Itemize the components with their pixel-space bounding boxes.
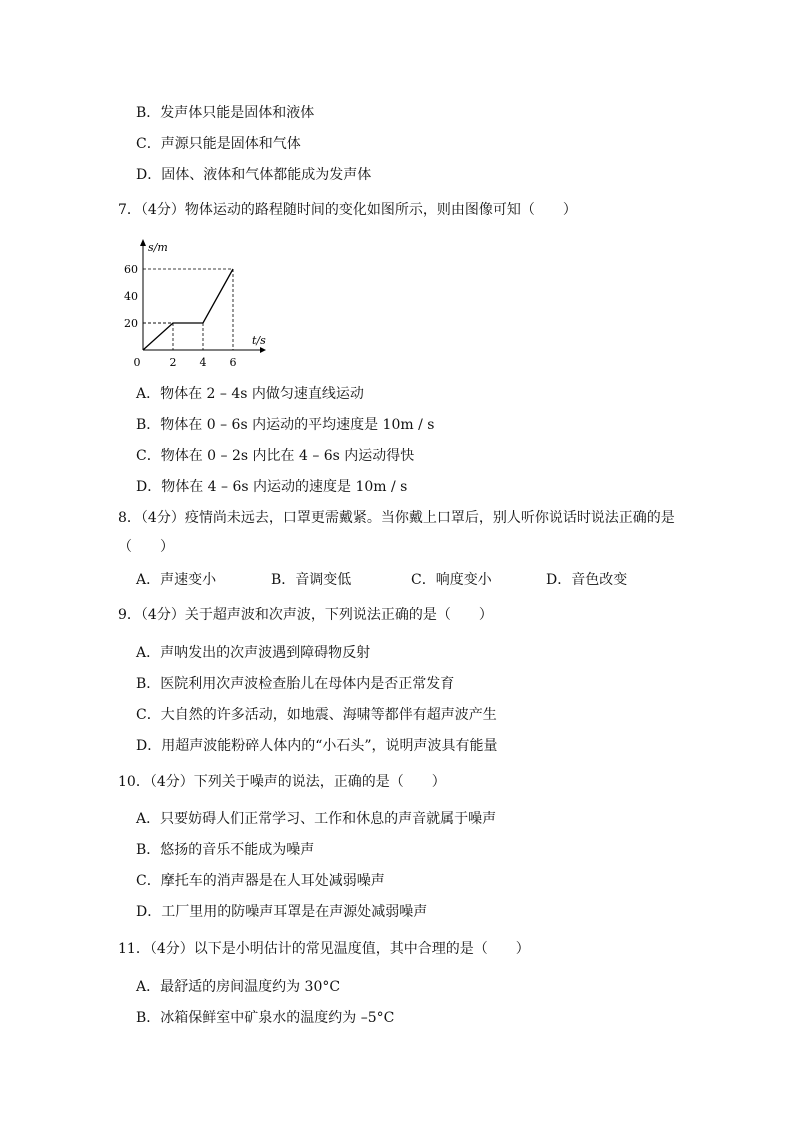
q9-option-d: D．用超声波能粉碎人体内的“小石头”，说明声波具有能量: [136, 738, 498, 754]
q9-stem: 9．（4分）关于超声波和次声波，下列说法正确的是（ ）: [118, 607, 493, 623]
x-axis-label: t/s: [252, 334, 266, 347]
q7-option-a: A．物体在 2 – 4s 内做匀速直线运动: [136, 386, 364, 402]
q7-stem: 7．（4分）物体运动的路程随时间的变化如图所示，则由图像可知（ ）: [118, 202, 577, 218]
q8-option-d: D．音色改变: [546, 572, 628, 588]
q8-option-a: A．声速变小: [136, 572, 217, 588]
x-tick-label: 4: [199, 356, 207, 369]
q7-option-d: D．物体在 4 – 6s 内运动的速度是 10m / s: [136, 479, 408, 495]
chart-area: [124, 239, 266, 369]
y-tick-label: 40: [124, 290, 138, 303]
q7-graph: [118, 236, 268, 370]
x-tick-label: 6: [229, 356, 237, 369]
y-axis-label: s/m: [148, 241, 168, 254]
q11-option-b: B．冰箱保鲜室中矿泉水的温度约为 –5°C: [136, 1010, 395, 1026]
q8-option-b: B．音调变低: [271, 572, 352, 588]
q9-option-b: B．医院利用次声波检查胎儿在母体内是否正常发育: [136, 676, 455, 692]
q7-option-b: B．物体在 0 – 6s 内运动的平均速度是 10m / s: [136, 417, 435, 433]
x-tick-label: 0: [133, 356, 141, 369]
q6-option-b: B．发声体只能是固体和液体: [136, 105, 315, 121]
q10-option-a: A．只要妨碍人们正常学习、工作和休息的声音就属于噪声: [136, 811, 497, 827]
q7-option-c: C．物体在 0 – 2s 内比在 4 – 6s 内运动得快: [136, 448, 415, 464]
x-tick-label: 2: [169, 356, 177, 369]
q6-option-d: D．固体、液体和气体都能成为发声体: [136, 167, 372, 183]
y-tick-label: 20: [124, 317, 138, 330]
q6-option-c: C．声源只能是固体和气体: [136, 136, 301, 152]
q11-option-a: A．最舒适的房间温度约为 30°C: [136, 979, 341, 995]
q9-option-a: A．声呐发出的次声波遇到障碍物反射: [136, 645, 371, 661]
x-axis-arrow: [260, 347, 266, 353]
q10-option-b: B．悠扬的音乐不能成为噪声: [136, 842, 315, 858]
q10-stem: 10．（4分）下列关于噪声的说法，正确的是（ ）: [118, 774, 446, 790]
y-axis-arrow: [140, 239, 146, 246]
series-line: [143, 269, 233, 350]
y-tick-label: 60: [124, 263, 138, 276]
q11-stem: 11．（4分）以下是小明估计的常见温度值，其中合理的是（ ）: [118, 941, 530, 957]
q9-option-c: C．大自然的许多活动，如地震、海啸等都伴有超声波产生: [136, 707, 497, 723]
q10-option-d: D．工厂里用的防噪声耳罩是在声源处减弱噪声: [136, 904, 428, 920]
q10-option-c: C．摩托车的消声器是在人耳处减弱噪声: [136, 873, 385, 889]
q8-option-c: C．响度变小: [411, 572, 492, 588]
q8-stem-cont: （ ）: [118, 539, 174, 555]
q8-stem: 8．（4分）疫情尚未远去，口罩更需戴紧。当你戴上口罩后，别人听你说话时说法正确的是: [118, 510, 675, 526]
